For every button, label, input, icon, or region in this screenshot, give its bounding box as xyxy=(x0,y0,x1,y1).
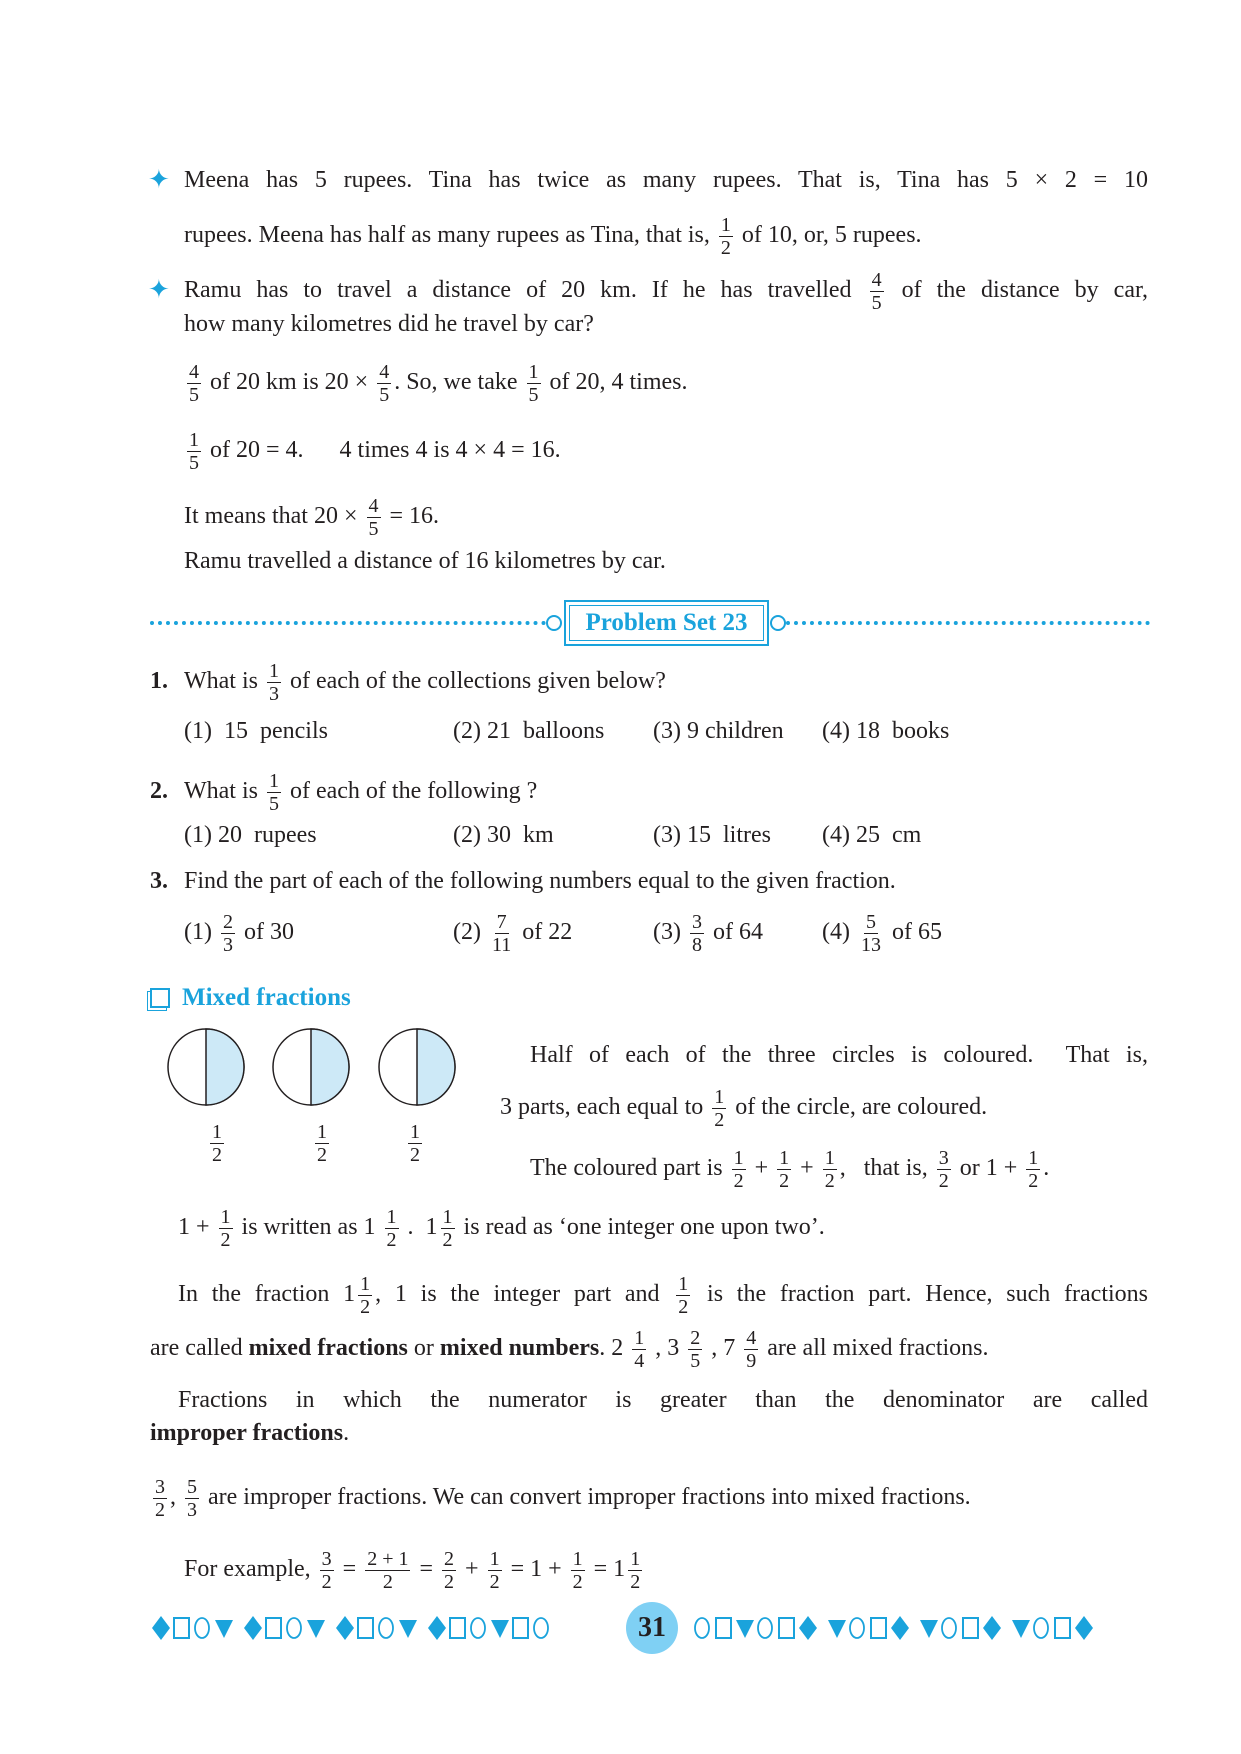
diamond-icon xyxy=(891,1616,909,1640)
fraction xyxy=(385,1206,399,1251)
mixed-text-line4 xyxy=(178,1205,825,1249)
q3-item xyxy=(453,910,572,954)
denominator: 2 xyxy=(779,1169,790,1192)
numerator: 4 xyxy=(368,494,379,517)
q2-item: (4) 25 cm xyxy=(822,822,922,848)
mixed-text-line3 xyxy=(530,1146,1049,1190)
triangle-icon xyxy=(736,1620,754,1638)
text-run: What is xyxy=(184,778,264,804)
diamond-icon xyxy=(152,1616,170,1640)
fraction xyxy=(358,1273,372,1316)
text-run: of each of the following ? xyxy=(283,778,538,804)
solution-line1 xyxy=(184,360,688,404)
numerator: 2 + 1 xyxy=(367,1547,409,1570)
fraction xyxy=(377,361,391,406)
text-run: Find the part of each of the following numbers equal to the given fraction. xyxy=(184,868,896,894)
numerator: 4 xyxy=(871,268,882,291)
numerator: 3 xyxy=(321,1547,332,1570)
denominator: 2 xyxy=(733,1169,744,1192)
fraction xyxy=(937,1147,951,1192)
bold-term: improper fractions xyxy=(150,1420,344,1446)
numerator: 2 xyxy=(444,1547,455,1570)
footer-pattern-right xyxy=(692,1614,1152,1642)
numerator: 3 xyxy=(691,910,702,933)
fraction xyxy=(777,1147,791,1192)
footer-pattern-left xyxy=(150,1614,610,1642)
diamond-icon xyxy=(983,1616,1001,1640)
numerator: 4 xyxy=(379,360,390,383)
denominator: 3 xyxy=(268,682,279,705)
text-run: (4) xyxy=(822,919,856,945)
numerator: 1 xyxy=(733,1146,744,1169)
text-run: Half of each of the three circles is coloured. That is, xyxy=(530,1042,1148,1068)
diamond-icon xyxy=(428,1616,446,1640)
denominator: 5 xyxy=(368,517,379,540)
denominator: 2 xyxy=(386,1228,397,1251)
text-run: = xyxy=(413,1556,440,1582)
mixed-text-line9 xyxy=(150,1475,971,1519)
numerator: 5 xyxy=(187,1475,197,1498)
numerator: 1 xyxy=(442,1205,453,1228)
triangle-icon xyxy=(307,1620,325,1638)
denominator: 2 xyxy=(155,1498,165,1521)
numerator: 2 xyxy=(222,910,233,933)
text-run: 1 + xyxy=(178,1214,216,1240)
denominator: 2 xyxy=(824,1169,835,1192)
text-run: 3 parts, each equal to xyxy=(500,1094,710,1120)
circle-label xyxy=(312,1120,332,1164)
diamond-icon xyxy=(799,1616,817,1640)
text-run: are called xyxy=(150,1335,249,1361)
text-run: = 1 xyxy=(587,1556,626,1582)
fraction xyxy=(441,1206,455,1251)
numerator: 4 xyxy=(189,360,199,383)
fraction xyxy=(267,770,281,815)
text-run: or 1 + xyxy=(953,1155,1024,1181)
numerator: 1 xyxy=(268,659,279,682)
text-run: are improper fractions. We can convert improper fractions into mixed fractions. xyxy=(202,1484,971,1510)
fraction xyxy=(690,911,704,956)
text-run: is read as ‘one integer one upon two’. xyxy=(457,1214,825,1240)
numerator: 1 xyxy=(410,1120,420,1143)
square-icon xyxy=(963,1618,978,1638)
triangle-icon xyxy=(920,1620,938,1638)
section-title: Mixed fractions xyxy=(182,984,351,1011)
oval-icon xyxy=(379,1618,393,1638)
square-icon xyxy=(450,1618,465,1638)
bullet-star-icon: ✦ xyxy=(148,275,170,304)
text-run: Ramu travelled a distance of 16 kilometres by car. xyxy=(184,548,666,574)
denominator: 2 xyxy=(410,1143,420,1166)
denominator: 2 xyxy=(220,1228,231,1251)
oval-icon xyxy=(534,1618,548,1638)
page-number-badge xyxy=(626,1602,678,1654)
fraction xyxy=(1026,1147,1040,1192)
mixed-text-line2 xyxy=(500,1085,987,1129)
denominator: 5 xyxy=(690,1349,701,1372)
fraction xyxy=(719,214,733,259)
half-circle-figure xyxy=(166,1027,246,1107)
denominator: 2 xyxy=(442,1228,453,1251)
fraction xyxy=(320,1548,334,1593)
numerator: 1 xyxy=(528,360,539,383)
numerator: 1 xyxy=(1028,1146,1039,1169)
numerator: 1 xyxy=(779,1146,790,1169)
denominator: 2 xyxy=(630,1570,641,1593)
fraction xyxy=(870,269,884,312)
denominator: 5 xyxy=(871,291,882,312)
numerator: 1 xyxy=(720,213,731,236)
numerator: 1 xyxy=(360,1272,371,1295)
text-run: . 1 xyxy=(401,1214,438,1240)
text-run: It means that 20 × xyxy=(184,503,364,529)
text-run: of 30 xyxy=(237,919,294,945)
numerator: 1 xyxy=(714,1085,725,1108)
half-circle-figure xyxy=(271,1027,351,1107)
solution-line4 xyxy=(184,539,666,583)
text-run: , 7 xyxy=(705,1335,742,1361)
text-run: . xyxy=(1043,1155,1050,1181)
q3-item xyxy=(184,910,294,954)
fraction xyxy=(187,361,201,406)
fraction xyxy=(859,911,883,956)
text-run: + xyxy=(794,1155,820,1181)
numerator: 1 xyxy=(220,1205,231,1228)
fraction xyxy=(571,1548,585,1593)
oval-icon xyxy=(695,1618,709,1638)
fraction xyxy=(632,1327,646,1372)
text-run: . xyxy=(343,1420,350,1446)
divider-right xyxy=(786,621,1150,625)
problem-set-title: Problem Set 23 xyxy=(585,609,748,636)
denominator: 2 xyxy=(938,1169,949,1192)
section-heading xyxy=(150,984,351,1012)
fraction xyxy=(527,361,541,406)
numerator: 1 xyxy=(489,1547,500,1570)
square-icon xyxy=(266,1618,281,1638)
denominator: 2 xyxy=(572,1570,583,1593)
oval-icon xyxy=(195,1618,209,1638)
denominator: 2 xyxy=(714,1108,725,1131)
denominator: 2 xyxy=(317,1143,327,1166)
text-run: of 20, 4 times. xyxy=(543,369,688,395)
fraction xyxy=(221,911,235,956)
fraction xyxy=(365,1548,410,1593)
denominator: 3 xyxy=(222,933,233,956)
fraction xyxy=(210,1121,224,1166)
diamond-icon xyxy=(1075,1616,1093,1640)
question-3 xyxy=(184,859,896,903)
text-run: are all mixed fractions. xyxy=(761,1335,989,1361)
fraction xyxy=(676,1273,690,1316)
numerator: 5 xyxy=(865,910,876,933)
fraction xyxy=(187,429,201,474)
q1-item: (3) 9 children xyxy=(653,718,784,744)
numerator: 1 xyxy=(678,1272,689,1295)
text-run: = 16. xyxy=(383,503,440,529)
denominator: 9 xyxy=(746,1349,757,1372)
text-run: In the fraction 1 xyxy=(178,1281,356,1307)
triangle-icon xyxy=(399,1620,417,1638)
denominator: 13 xyxy=(860,933,881,956)
numerator: 1 xyxy=(189,428,199,451)
oval-icon xyxy=(850,1618,864,1638)
question-number: 1. xyxy=(150,668,168,694)
numerator: 1 xyxy=(268,769,279,792)
denominator: 2 xyxy=(321,1570,332,1593)
question-1 xyxy=(184,659,666,703)
fraction xyxy=(712,1086,726,1131)
oval-icon xyxy=(287,1618,301,1638)
q2-item: (1) 20 rupees xyxy=(184,822,317,848)
square-icon xyxy=(1055,1618,1070,1638)
bullet-ramu-line2 xyxy=(184,302,594,346)
text-run: Fractions in which the numerator is greater than the denominator are called xyxy=(178,1387,1148,1413)
text-run: of the distance by car, xyxy=(886,277,1148,303)
square-icon xyxy=(513,1618,528,1638)
text-run: , that is, xyxy=(839,1155,934,1181)
square-icon xyxy=(174,1618,189,1638)
example-line xyxy=(184,1547,645,1591)
denominator: 2 xyxy=(212,1143,222,1166)
text-run: = xyxy=(336,1556,363,1582)
text-run: (3) xyxy=(653,919,687,945)
text-run: . So, we take xyxy=(394,369,524,395)
fraction xyxy=(367,495,381,540)
text-run: of 20 km is 20 × xyxy=(204,369,375,395)
fraction xyxy=(442,1548,456,1593)
denominator: 3 xyxy=(187,1498,197,1521)
text-run: + xyxy=(459,1556,485,1582)
circle-label xyxy=(405,1120,425,1164)
text-run: For example, xyxy=(184,1556,317,1582)
denominator: 5 xyxy=(189,451,199,474)
triangle-icon xyxy=(1012,1620,1030,1638)
text-run: + xyxy=(748,1155,775,1181)
fraction xyxy=(732,1147,746,1192)
text-run: Ramu has to travel a distance of 20 km. If he has travelled xyxy=(184,277,867,303)
denominator: 2 xyxy=(360,1295,371,1316)
mixed-text-line1 xyxy=(530,1033,1148,1077)
fraction xyxy=(744,1327,758,1372)
numerator: 1 xyxy=(317,1120,327,1143)
fraction xyxy=(488,1548,502,1593)
triangle-icon xyxy=(828,1620,846,1638)
text-run: , 3 xyxy=(649,1335,686,1361)
text-run: is the fraction part. Hence, such fractions xyxy=(693,1281,1148,1307)
text-run: of 65 xyxy=(885,919,942,945)
denominator: 5 xyxy=(379,383,390,406)
q2-item: (3) 15 litres xyxy=(653,822,771,848)
text-run: of 10, or, 5 rupees. xyxy=(735,222,922,248)
denominator: 2 xyxy=(720,236,731,259)
text-run: , xyxy=(170,1484,182,1510)
numerator: 3 xyxy=(155,1475,165,1498)
text-run: of 20 = 4. 4 times 4 is 4 × 4 = 16. xyxy=(204,437,561,463)
fraction xyxy=(153,1476,167,1521)
q1-item: (4) 18 books xyxy=(822,718,950,744)
divider-knob-icon xyxy=(770,615,786,631)
bold-term: mixed fractions xyxy=(248,1335,408,1361)
numerator: 3 xyxy=(938,1146,949,1169)
mixed-text-line6 xyxy=(150,1326,989,1370)
diamond-icon xyxy=(336,1616,354,1640)
square-icon xyxy=(358,1618,373,1638)
text-run: What is xyxy=(184,668,264,694)
denominator: 4 xyxy=(634,1349,645,1372)
mixed-text-line5 xyxy=(178,1272,1148,1316)
numerator: 1 xyxy=(824,1146,835,1169)
denominator: 2 xyxy=(678,1295,689,1316)
bullet-meena-line1 xyxy=(184,158,1148,202)
text-run: (1) xyxy=(184,919,218,945)
triangle-icon xyxy=(215,1620,233,1638)
text-run: (2) xyxy=(453,919,487,945)
circle-label xyxy=(207,1120,227,1164)
denominator: 11 xyxy=(491,933,512,956)
half-circle-figure xyxy=(377,1027,457,1107)
square-icon xyxy=(779,1618,794,1638)
solution-line3 xyxy=(184,494,439,538)
bullet-meena-line2 xyxy=(184,213,922,257)
fraction xyxy=(628,1548,642,1593)
oval-icon xyxy=(1034,1618,1048,1638)
triangle-icon xyxy=(491,1620,509,1638)
mixed-text-line8 xyxy=(150,1411,349,1455)
solution-line2 xyxy=(184,428,561,472)
fraction xyxy=(315,1121,329,1166)
numerator: 1 xyxy=(386,1205,397,1228)
divider-knob-icon xyxy=(546,615,562,631)
page-number: 31 xyxy=(638,1612,666,1643)
bullet-star-icon: ✦ xyxy=(148,165,170,194)
question-number: 3. xyxy=(150,868,168,894)
diamond-icon xyxy=(244,1616,262,1640)
numerator: 1 xyxy=(634,1326,645,1349)
fraction xyxy=(408,1121,422,1166)
fraction xyxy=(267,660,281,705)
text-run: of 22 xyxy=(516,919,573,945)
text-run: how many kilometres did he travel by car? xyxy=(184,311,594,337)
oval-icon xyxy=(471,1618,485,1638)
text-run: of each of the collections given below? xyxy=(283,668,666,694)
fraction xyxy=(823,1147,837,1192)
problem-set-banner xyxy=(564,600,769,646)
oval-icon xyxy=(942,1618,956,1638)
question-number: 2. xyxy=(150,778,168,804)
fraction xyxy=(490,911,513,956)
q1-item: (1) 15 pencils xyxy=(184,718,328,744)
text-run: of 64 xyxy=(706,919,763,945)
square-icon xyxy=(716,1618,731,1638)
square-bullet-icon xyxy=(150,988,170,1008)
numerator: 1 xyxy=(212,1120,222,1143)
fraction xyxy=(185,1476,199,1521)
denominator: 5 xyxy=(189,383,199,406)
numerator: 4 xyxy=(746,1326,757,1349)
text-run: of the circle, are coloured. xyxy=(729,1094,988,1120)
text-run: The coloured part is xyxy=(530,1155,729,1181)
text-run: Meena has 5 rupees. Tina has twice as many rupees. That is, Tina has 5 × 2 = 10 xyxy=(184,167,1148,193)
q1-item: (2) 21 balloons xyxy=(453,718,605,744)
numerator: 1 xyxy=(630,1547,641,1570)
q3-item xyxy=(822,910,942,954)
divider-left xyxy=(150,621,546,625)
q3-item xyxy=(653,910,763,954)
denominator: 2 xyxy=(382,1570,393,1593)
denominator: 2 xyxy=(444,1570,455,1593)
text-run: , 1 is the integer part and xyxy=(375,1281,674,1307)
numerator: 1 xyxy=(572,1547,583,1570)
denominator: 5 xyxy=(528,383,539,406)
denominator: 8 xyxy=(691,933,702,956)
text-run: is written as 1 xyxy=(235,1214,382,1240)
numerator: 7 xyxy=(496,910,507,933)
fraction xyxy=(219,1206,233,1251)
fraction xyxy=(688,1327,702,1372)
denominator: 5 xyxy=(268,792,279,815)
text-run: . 2 xyxy=(599,1335,630,1361)
q2-item: (2) 30 km xyxy=(453,822,554,848)
bold-term: mixed numbers xyxy=(439,1335,600,1361)
question-2 xyxy=(184,769,537,813)
square-icon xyxy=(871,1618,886,1638)
text-run: or xyxy=(407,1335,440,1361)
numerator: 2 xyxy=(690,1326,701,1349)
denominator: 2 xyxy=(489,1570,500,1593)
oval-icon xyxy=(758,1618,772,1638)
text-run: = 1 + xyxy=(504,1556,568,1582)
denominator: 2 xyxy=(1028,1169,1039,1192)
text-run: rupees. Meena has half as many rupees as Tina, that is, xyxy=(184,222,716,248)
